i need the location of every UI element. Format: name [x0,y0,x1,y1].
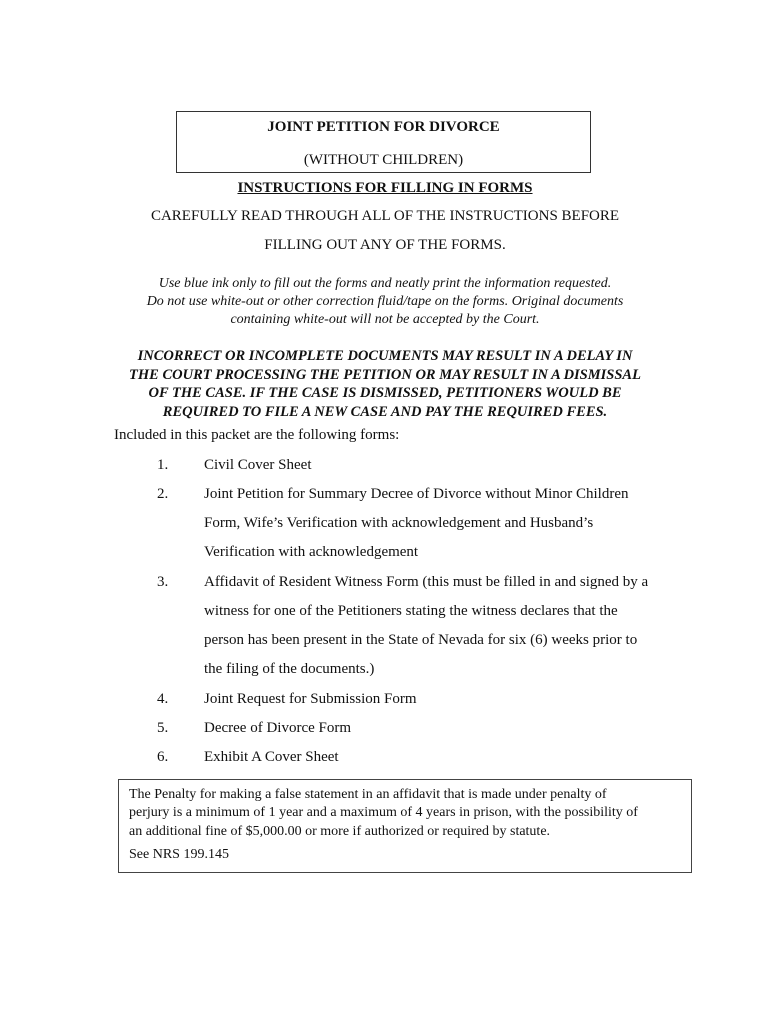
list-item-text: witness for one of the Petitioners stating the witness declares that the [204,603,618,619]
document-title: JOINT PETITION FOR DIVORCE [267,119,500,135]
ink-instructions [100,275,670,329]
warning-line-1: INCORRECT OR INCOMPLETE DOCUMENTS MAY RESULT IN A DELAY IN [137,348,633,364]
list-item-number: 1. [157,457,169,473]
list-item-text: Joint Request for Submission Form [204,691,417,707]
list-item-number: 5. [157,720,169,736]
document-subtitle: (WITHOUT CHILDREN) [303,152,464,168]
list-item-number: 6. [157,749,169,765]
notice-line-2: FILLING OUT ANY OF THE FORMS. [264,237,506,253]
ink-instructions-line-1: Use blue ink only to fill out the forms and neatly print the information requested. [158,276,612,291]
list-item-text: the filing of the documents.) [204,661,375,677]
list-item-text: person has been present in the State of Nevada for six (6) weeks prior to [204,632,638,648]
list-item-text: Form, Wife’s Verification with acknowledgement and Husband’s [204,515,594,531]
list-item-text: Affidavit of Resident Witness Form (this must be filled in and signed by a [204,574,649,590]
ink-instructions-line-3: containing white-out will not be accepted by the Court. [230,312,540,327]
warning-block [100,347,670,421]
warning-line-3: OF THE CASE. IF THE CASE IS DISMISSED, PETITIONERS WOULD BE [148,385,622,401]
packet-intro: Included in this packet are the following forms: [114,427,400,443]
list-item-text: Exhibit A Cover Sheet [204,749,339,765]
list-item-number: 4. [157,691,169,707]
penalty-text [129,786,689,841]
warning-line-2: THE COURT PROCESSING THE PETITION OR MAY RESULT IN A DISMISSAL [129,366,641,383]
list-item-text: Decree of Divorce Form [204,720,352,736]
list-item-number: 2. [157,486,169,502]
list-item-text: Joint Petition for Summary Decree of Divorce without Minor Children [204,486,629,502]
instructions-heading: INSTRUCTIONS FOR FILLING IN FORMS [237,180,533,196]
notice-line-1: CAREFULLY READ THROUGH ALL OF THE INSTRUCTIONS BEFORE [150,208,620,224]
penalty-line-1: The Penalty for making a false statement in an affidavit that is made under penalty of [129,787,607,802]
list-item-text: Civil Cover Sheet [204,457,312,473]
penalty-reference: See NRS 199.145 [129,847,229,862]
list-item-number: 3. [157,574,169,590]
penalty-line-2: perjury is a minimum of 1 year and a maximum of 4 years in prison, with the possibility of [129,805,638,821]
warning-line-4: REQUIRED TO FILE A NEW CASE AND PAY THE REQUIRED FEES. [162,403,608,420]
list-item-text: Verification with acknowledgement [204,544,419,560]
penalty-line-3: an additional fine of $5,000.00 or more if authorized or required by statute. [129,823,551,839]
ink-instructions-line-2: Do not use white-out or other correction fluid/tape on the forms. Original documents [146,294,624,309]
